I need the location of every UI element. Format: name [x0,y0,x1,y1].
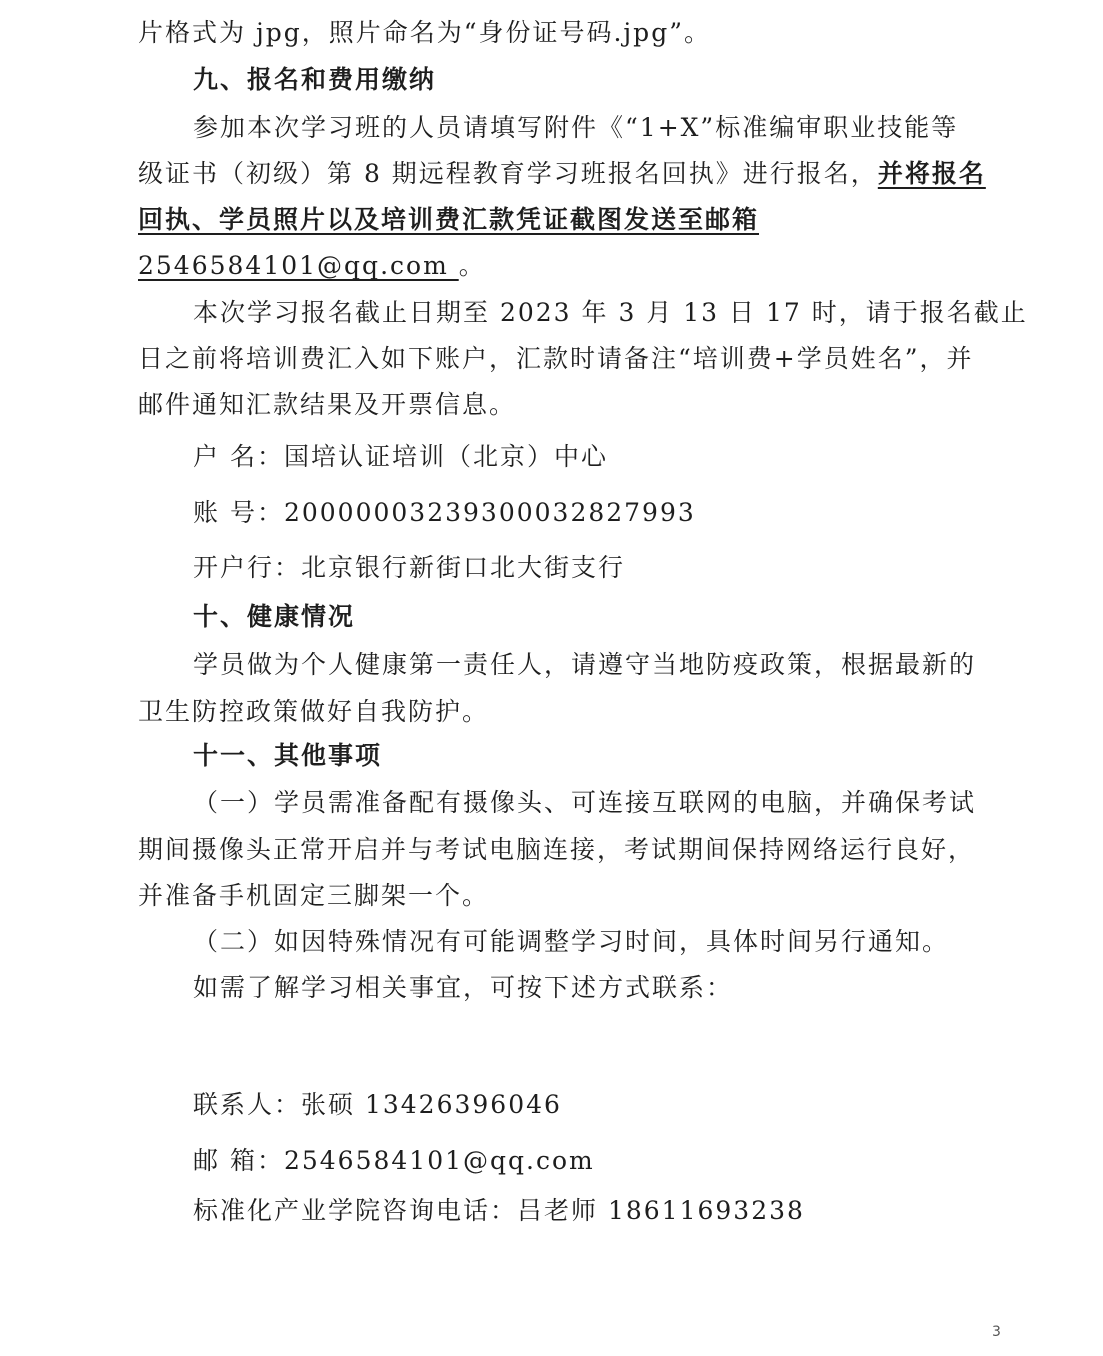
text-segment: 。 [458,251,486,280]
text-line: 如需了解学习相关事宜，可按下述方式联系： [193,973,734,1002]
section-heading-9: 九、报名和费用缴纳 [193,65,437,94]
section-heading-10: 十、健康情况 [193,602,356,631]
text-line: 学员做为个人健康第一责任人，请遵守当地防疫政策，根据最新的 [193,650,977,679]
page-number: 3 [992,1324,1001,1340]
contact-email: 邮 箱：2546584101@qq.com [193,1146,595,1175]
contact-phone: 标准化产业学院咨询电话：吕老师 18611693238 [193,1196,805,1225]
email-link[interactable]: 2546584101@qq.com [138,251,459,280]
contact-person: 联系人：张硕 13426396046 [193,1090,562,1119]
account-bank: 开户行：北京银行新街口北大街支行 [193,553,626,582]
underlined-text: 回执、学员照片以及培训费汇款凭证截图发送至邮箱 [138,205,760,234]
section-heading-11: 十一、其他事项 [193,741,383,770]
account-name: 户 名：国培认证培训（北京）中心 [193,442,608,471]
text-line [138,249,486,283]
underlined-text: 并将报名 [877,159,986,188]
text-line: （二）如因特殊情况有可能调整学习时间，具体时间另行通知。 [193,927,950,956]
text-line: 日之前将培训费汇入如下账户，汇款时请备注“培训费+学员姓名”，并 [138,344,974,373]
text-line: 卫生防控政策做好自我防护。 [138,697,490,726]
text-line: 参加本次学习班的人员请填写附件《“1+X”标准编审职业技能等 [193,113,959,142]
text-segment: 级证书（初级）第 8 期远程教育学习班报名回执》进行报名， [138,159,878,188]
text-line: 并准备手机固定三脚架一个。 [138,881,490,910]
text-line: 本次学习报名截止日期至 2023 年 3 月 13 日 17 时，请于报名截止 [193,298,1028,327]
text-line: （一）学员需准备配有摄像头、可连接互联网的电脑，并确保考试 [193,788,977,817]
account-number: 账 号：20000003239300032827993 [193,498,696,527]
text-line: 邮件通知汇款结果及开票信息。 [138,390,517,419]
text-line: 期间摄像头正常开启并与考试电脑连接，考试期间保持网络运行良好， [138,835,976,864]
text-line: 片格式为 jpg，照片命名为“身份证号码.jpg”。 [138,18,711,47]
text-line [138,157,986,191]
